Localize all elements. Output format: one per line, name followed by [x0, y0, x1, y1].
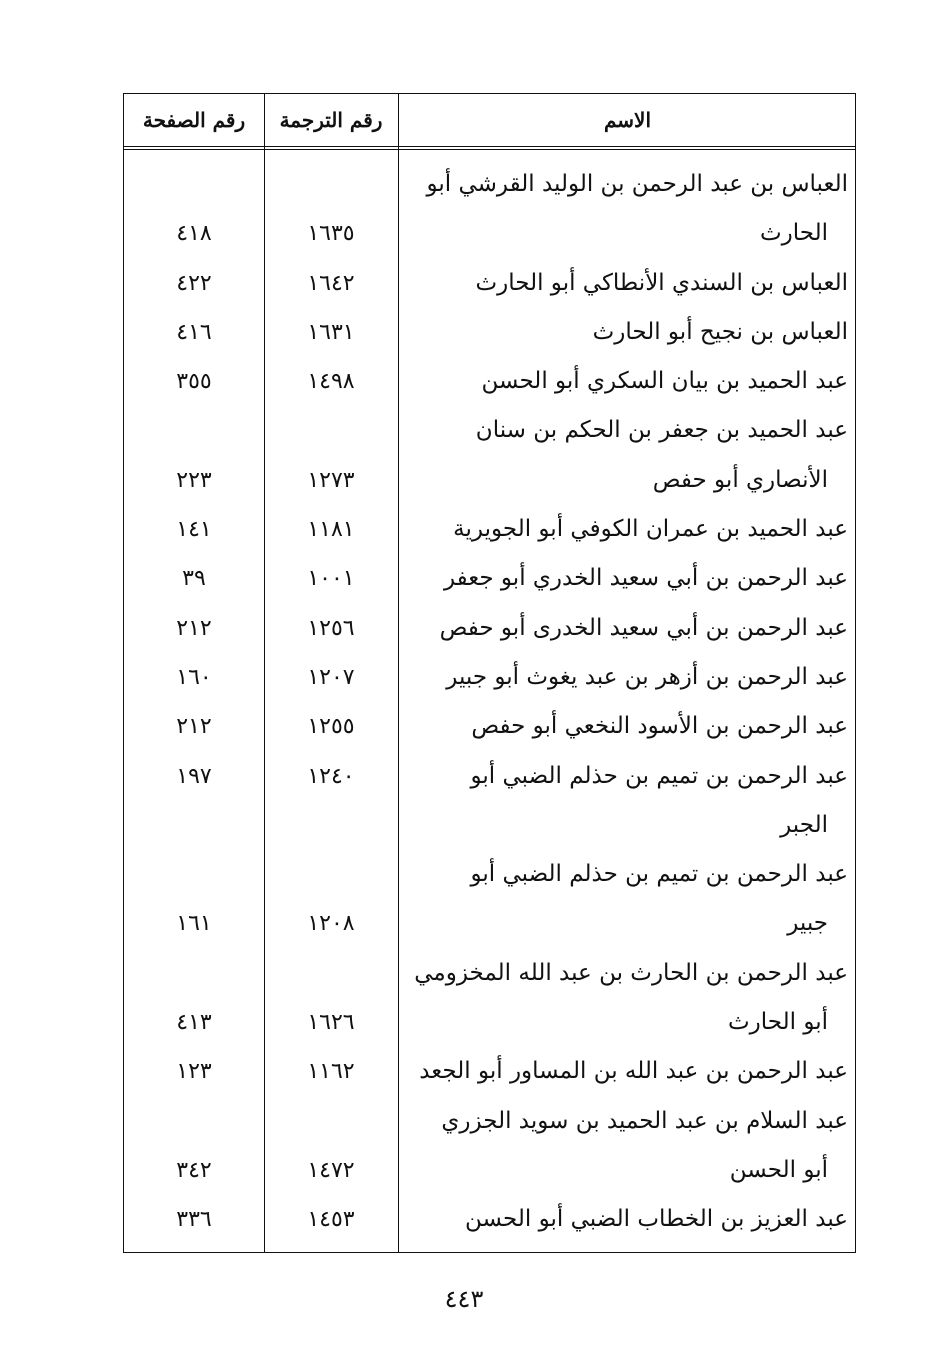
header-biography-number: رقم الترجمة — [279, 108, 383, 132]
table-row — [124, 702, 855, 751]
entry-name: عبد الحميد بن جعفر بن الحكم بن سنان — [475, 417, 848, 444]
entry-page-number: ١٤١ — [176, 517, 212, 543]
entry-name: عبد العزيز بن الخطاب الضبي أبو الحسن — [465, 1206, 848, 1233]
entry-biography-number: ١٢٠٨ — [307, 911, 355, 937]
entry-name: جبير — [787, 910, 828, 937]
entry-page-number: ٢١٢ — [176, 615, 212, 641]
entry-name: عبد الرحمن بن الأسود النخعي أبو حفص — [471, 713, 848, 740]
table-header — [124, 94, 855, 150]
entry-biography-number: ١٢٤٠ — [307, 763, 355, 789]
entry-name: عبد الحميد بن بيان السكري أبو الحسن — [481, 368, 848, 395]
entry-biography-number: ١٦٢٦ — [307, 1010, 355, 1036]
entry-page-number: ٣٥٥ — [176, 369, 212, 395]
table-row — [124, 604, 855, 653]
entry-page-number: ٢١٢ — [176, 714, 212, 740]
header-name: الاسم — [603, 108, 652, 132]
table-body — [124, 160, 855, 1245]
table-row — [124, 1047, 855, 1096]
entry-biography-number: ١٠٠١ — [307, 566, 355, 592]
entry-biography-number: ١٢٥٥ — [307, 714, 355, 740]
entry-biography-number: ١٦٣٥ — [307, 221, 355, 247]
header-page-number: رقم الصفحة — [142, 108, 246, 132]
entry-name: الجبر — [780, 811, 828, 838]
table-row — [124, 1195, 855, 1244]
entry-biography-number: ١١٦٢ — [307, 1059, 355, 1085]
entry-biography-number: ١٤٩٨ — [307, 369, 355, 395]
entry-biography-number: ١٤٧٢ — [307, 1157, 355, 1183]
entry-page-number: ٤٢٢ — [176, 270, 212, 296]
entry-name: العباس بن نجيح أبو الحارث — [592, 318, 848, 345]
index-table — [123, 93, 856, 1253]
entry-name: أبو الحارث — [728, 1009, 828, 1036]
table-row — [124, 949, 855, 1048]
page-number: ٤٤٣ — [444, 1285, 484, 1313]
entry-biography-number: ١٢٠٧ — [307, 664, 355, 690]
entry-page-number: ٣٤٢ — [176, 1157, 212, 1183]
table-row — [124, 752, 855, 851]
entry-name: عبد الرحمن بن أبي سعيد الخدري أبو جعفر — [443, 565, 848, 592]
entry-name: عبد الرحمن بن تميم بن حذلم الضبي أبو — [470, 861, 848, 888]
entry-name: الحارث — [759, 220, 828, 247]
entry-name: العباس بن عبد الرحمن بن الوليد القرشي أبو — [426, 171, 848, 197]
table-row — [124, 259, 855, 308]
entry-page-number: ١٦١ — [176, 911, 212, 937]
entry-biography-number: ١٢٥٦ — [307, 615, 355, 641]
entry-name: العباس بن السندي الأنطاكي أبو الحارث — [475, 269, 848, 296]
table-row — [124, 357, 855, 406]
entry-page-number: ٤١٨ — [176, 221, 212, 247]
table-row — [124, 554, 855, 603]
entry-page-number: ٤١٦ — [176, 319, 212, 345]
entry-page-number: ١٢٣ — [176, 1059, 212, 1085]
entry-name: عبد الرحمن بن أزهر بن عبد يغوث أبو جبير — [446, 663, 848, 690]
entry-biography-number: ١٦٤٢ — [307, 270, 355, 296]
table-row — [124, 850, 855, 949]
entry-page-number: ٣٣٦ — [176, 1207, 212, 1233]
entry-page-number: ١٩٧ — [176, 763, 212, 789]
entry-name: عبد الحميد بن عمران الكوفي أبو الجويرية — [453, 516, 848, 543]
entry-page-number: ٤١٣ — [176, 1010, 212, 1036]
entry-biography-number: ١٤٥٣ — [307, 1207, 355, 1233]
entry-biography-number: ١١٨١ — [307, 517, 355, 543]
table-row — [124, 505, 855, 554]
entry-name: عبد الرحمن بن عبد الله بن المساور أبو الجعد — [419, 1058, 848, 1085]
table-row — [124, 308, 855, 357]
entry-name: عبد الرحمن بن تميم بن حذلم الضبي أبو — [470, 762, 848, 789]
entry-page-number: ٣٩ — [182, 566, 206, 592]
table-row — [124, 653, 855, 702]
entry-page-number: ٢٢٣ — [176, 467, 212, 493]
entry-name: أبو الحسن — [729, 1156, 828, 1183]
entry-biography-number: ١٦٣١ — [307, 319, 355, 345]
entry-name: الأنصاري أبو حفص — [652, 466, 828, 493]
entry-name: عبد السلام بن عبد الحميد بن سويد الجزري — [441, 1107, 848, 1134]
table-row — [124, 406, 855, 505]
entry-page-number: ١٦٠ — [176, 664, 212, 690]
entry-name: عبد الرحمن بن الحارث بن عبد الله المخزومي — [414, 959, 848, 986]
entry-biography-number: ١٢٧٣ — [307, 467, 355, 493]
entry-name: عبد الرحمن بن أبي سعيد الخدرى أبو حفص — [439, 614, 848, 641]
table-row — [124, 160, 855, 259]
table-row — [124, 1097, 855, 1196]
